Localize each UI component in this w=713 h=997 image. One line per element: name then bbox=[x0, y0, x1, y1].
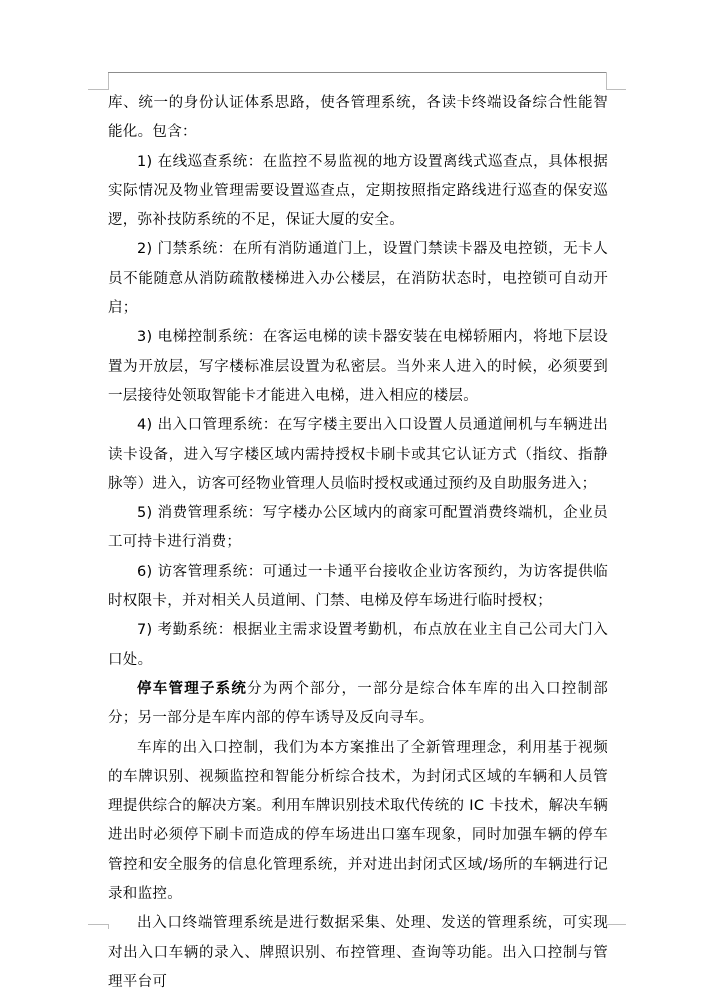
parking-subsystem-heading: 停车管理子系统 bbox=[137, 680, 248, 697]
paragraph-garage-entrance: 车库的出入口控制，我们为本方案推出了全新管理理念，利用基于视频的车牌识别、视频监控和智能分析综合技术，为封闭式区域的车辆和人员管理提供综合的解决方案。利用车牌识别技术取代传统的 IC 卡技术，解决车辆进出时必须停下刷卡而造成的停车场进出口塞车现象，同时加强车辆的停车管控和安全服务的信息化管理系统，并对进出封闭式区域/场所的车辆进行记录和监控。 bbox=[108, 739, 608, 903]
list-item-access-control: 2) 门禁系统：在所有消防通道门上，设置门禁读卡器及电控锁，无卡人员不能随意从消防疏散楼梯进入办公楼层，在消防状态时，电控锁可自动开启； bbox=[108, 241, 608, 317]
document-body bbox=[108, 89, 608, 997]
list-item-patrol: 1) 在线巡查系统：在监控不易监视的地方设置离线式巡查点，具体根据实际情况及物业管理需要设置巡查点，定期按照指定路线进行巡查的保安巡逻，弥补技防系统的不足，保证大厦的安全。 bbox=[108, 153, 608, 229]
paragraph-terminal-management: 出入口终端管理系统是进行数据采集、处理、发送的管理系统，可实现对出入口车辆的录入、牌照识别、布控管理、查询等功能。出入口控制与管理平台可 bbox=[108, 915, 608, 990]
list-item-attendance: 7) 考勤系统：根据业主需求设置考勤机，布点放在业主自己公司大门入口处。 bbox=[108, 622, 608, 668]
paragraph-parking bbox=[108, 675, 608, 734]
crop-mark-top-right bbox=[606, 72, 627, 90]
crop-mark-top-left bbox=[88, 72, 109, 90]
paragraph: 库、统一的身份认证体系思路，使各管理系统，各读卡终端设备综合性能智能化。包含： bbox=[108, 95, 608, 141]
list-item-consumption: 5) 消费管理系统：写字楼办公区域内的商家可配置消费终端机，企业员工可持卡进行消费； bbox=[108, 505, 608, 551]
header-rule bbox=[108, 72, 606, 73]
crop-mark-bottom-left-horizontal bbox=[88, 924, 108, 925]
list-item-entrance-management: 4) 出入口管理系统：在写字楼主要出入口设置人员通道闸机与车辆进出读卡设备，进入写字楼区域内需持授权卡刷卡或其它认证方式（指纹、指静脉等）进入，访客可经物业管理人员临时授权或通过预约及自助服务进入； bbox=[108, 417, 608, 492]
crop-mark-top-right-horizontal bbox=[606, 89, 626, 90]
list-item-elevator-control: 3) 电梯控制系统：在客运电梯的读卡器安装在电梯轿厢内，将地下层设置为开放层，写字楼标准层设置为私密层。当外来人进入的时候，必须要到一层接待处领取智能卡才能进入电梯，进入相应的楼层。 bbox=[108, 329, 608, 404]
crop-mark-bottom-right-horizontal bbox=[606, 924, 626, 925]
parking-paragraph-text: 分为两个部分，一部分是综合体车库的出入口控制部分；另一部分是车库内部的停车诱导及反向寻车。 bbox=[108, 680, 608, 727]
list-item-visitor: 6) 访客管理系统：可通过一卡通平台接收企业访客预约，为访客提供临时权限卡，并对相关人员道闸、门禁、电梯及停车场进行临时授权； bbox=[108, 563, 608, 610]
crop-mark-top-left-horizontal bbox=[88, 89, 108, 90]
